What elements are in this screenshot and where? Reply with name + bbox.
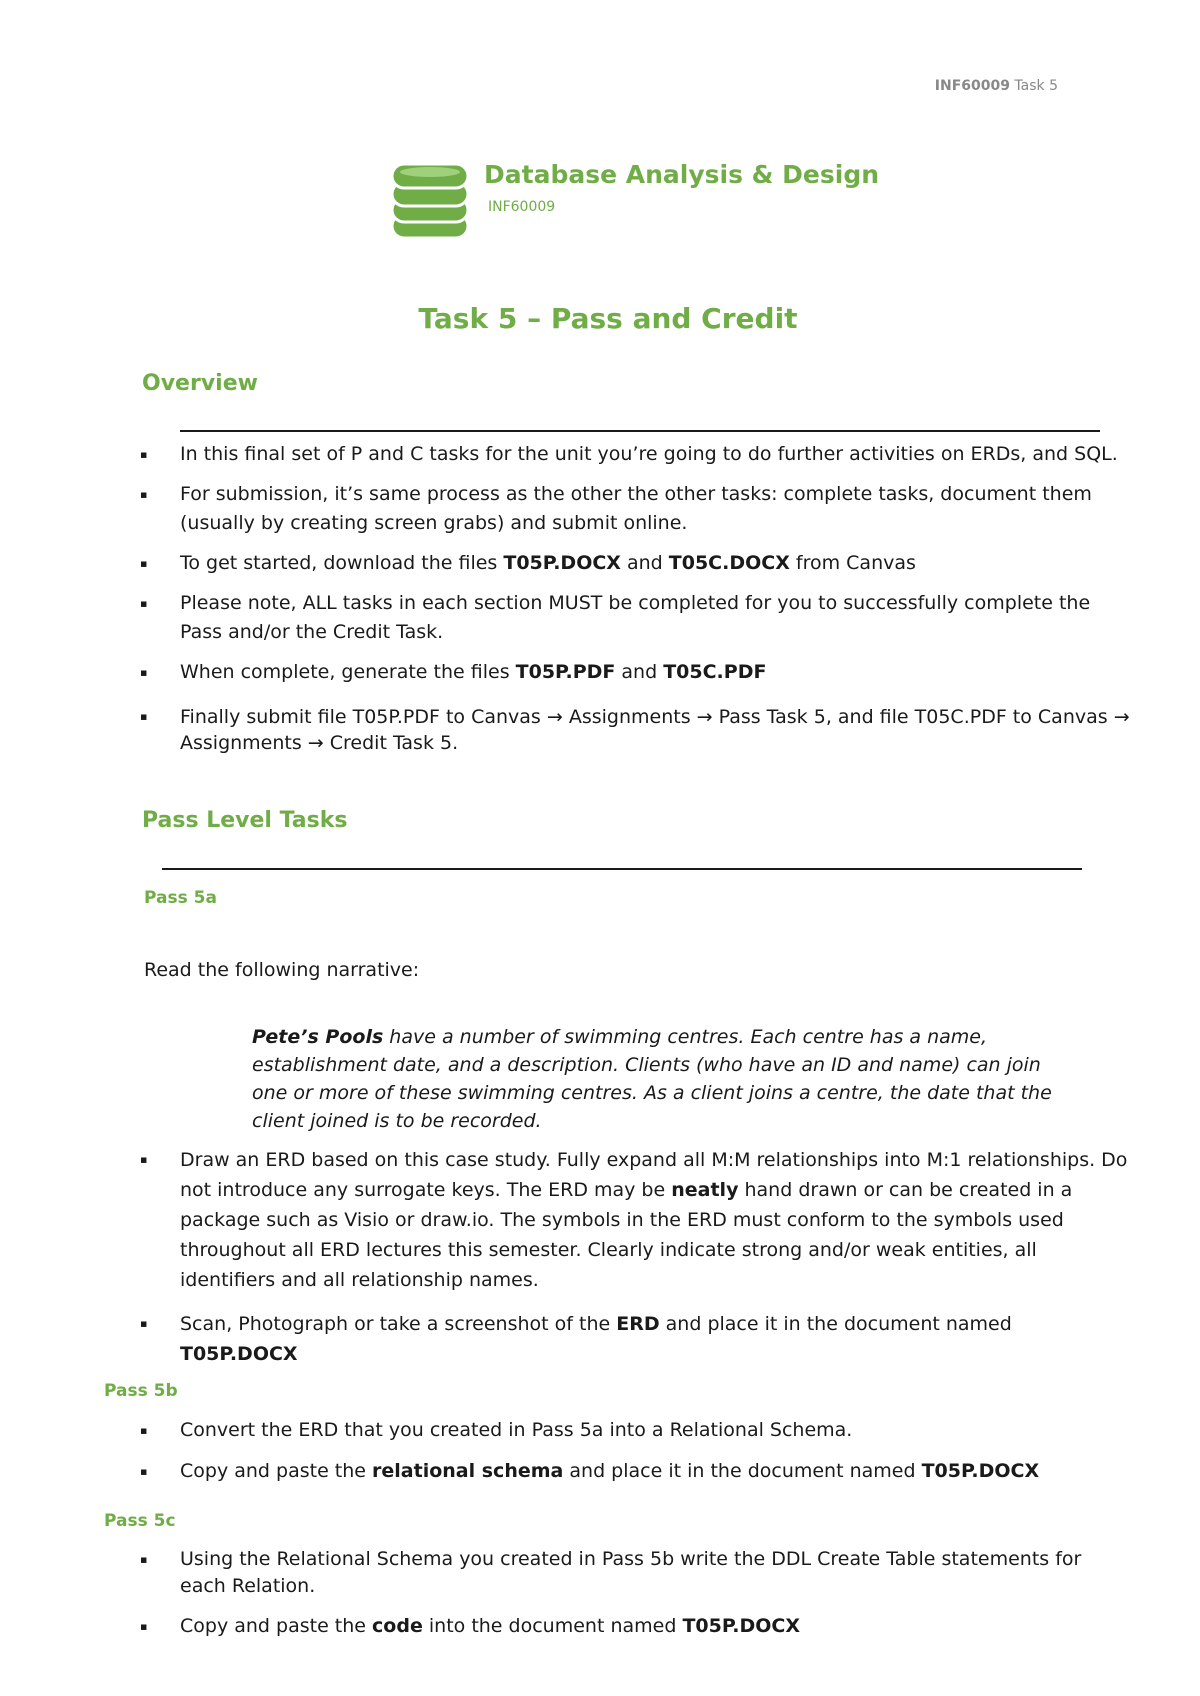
list-item: ▪ When complete, generate the files T05P.PDF and T05C.PDF xyxy=(140,658,1130,687)
pass-level-divider xyxy=(162,868,1082,870)
overview-list xyxy=(140,440,1130,756)
list-item: ▪ To get started, download the files T05P.DOCX and T05C.DOCX from Canvas xyxy=(140,549,1130,578)
pass-5a-list xyxy=(140,1145,1130,1369)
pass-5b-list xyxy=(140,1416,1130,1486)
list-item: ▪ Scan, Photograph or take a screenshot of the ERD and place it in the document named T05P.DOCX xyxy=(140,1309,1130,1369)
list-item: ▪ Copy and paste the relational schema and place it in the document named T05P.DOCX xyxy=(140,1457,1130,1486)
narrative-quote: Pete’s Pools have a number of swimming centres. Each centre has a name, establishment date, and a description. Clients (who have an ID and name) can join one or more of these swimming centres. As a client joins a centre, the date that the client joined is to be recorded. xyxy=(252,1026,1052,1132)
list-item: ▪ Please note, ALL tasks in each section MUST be completed for you to successfully complete the Pass and/or the Credit Task. xyxy=(140,589,1130,647)
page-title: Task 5 – Pass and Credit xyxy=(418,302,798,335)
list-item: ▪ In this final set of P and C tasks for the unit you’re going to do further activities on ERDs, and SQL. xyxy=(140,440,1130,469)
overview-divider xyxy=(180,430,1100,432)
logo-subtitle: INF60009 xyxy=(488,199,556,215)
database-icon xyxy=(388,158,472,242)
pass-level-heading: Pass Level Tasks xyxy=(142,808,348,833)
pass-5c-heading: Pass 5c xyxy=(104,1511,176,1531)
page-header xyxy=(935,78,1058,94)
narrative-intro: Read the following narrative: xyxy=(144,959,420,981)
list-item: ▪ Copy and paste the code into the document named T05P.DOCX xyxy=(140,1612,1130,1641)
list-item: ▪ Draw an ERD based on this case study. Fully expand all M:M relationships into M:1 relationships. Do not introduce any surrogate keys. The ERD may be neatly hand drawn or can be created in a package such as Visio or draw.io. The symbols in the ERD must conform to the symbols used throughout all ERD lectures this semester. Clearly indicate strong and/or weak entities, all identifiers and all relationship names. xyxy=(140,1145,1130,1295)
task-label: Task 5 xyxy=(1014,78,1058,94)
pass-5a-heading: Pass 5a xyxy=(144,888,217,908)
logo-title: Database Analysis & Design xyxy=(484,160,880,189)
pass-5c-list xyxy=(140,1546,1130,1641)
pass-5b-heading: Pass 5b xyxy=(104,1381,178,1401)
list-item: ▪ Finally submit file T05P.PDF to Canvas → Assignments → Pass Task 5, and file T05C.PDF to Canvas → Assignments → Credit Task 5. xyxy=(140,704,1130,756)
list-item: ▪ For submission, it’s same process as the other the other tasks: complete tasks, document them (usually by creating screen grabs) and submit online. xyxy=(140,480,1130,538)
list-item: ▪ Using the Relational Schema you created in Pass 5b write the DDL Create Table statements for each Relation. xyxy=(140,1546,1130,1600)
unit-code: INF60009 xyxy=(934,78,1010,94)
overview-heading: Overview xyxy=(142,371,258,396)
list-item: ▪ Convert the ERD that you created in Pass 5a into a Relational Schema. xyxy=(140,1416,1130,1445)
